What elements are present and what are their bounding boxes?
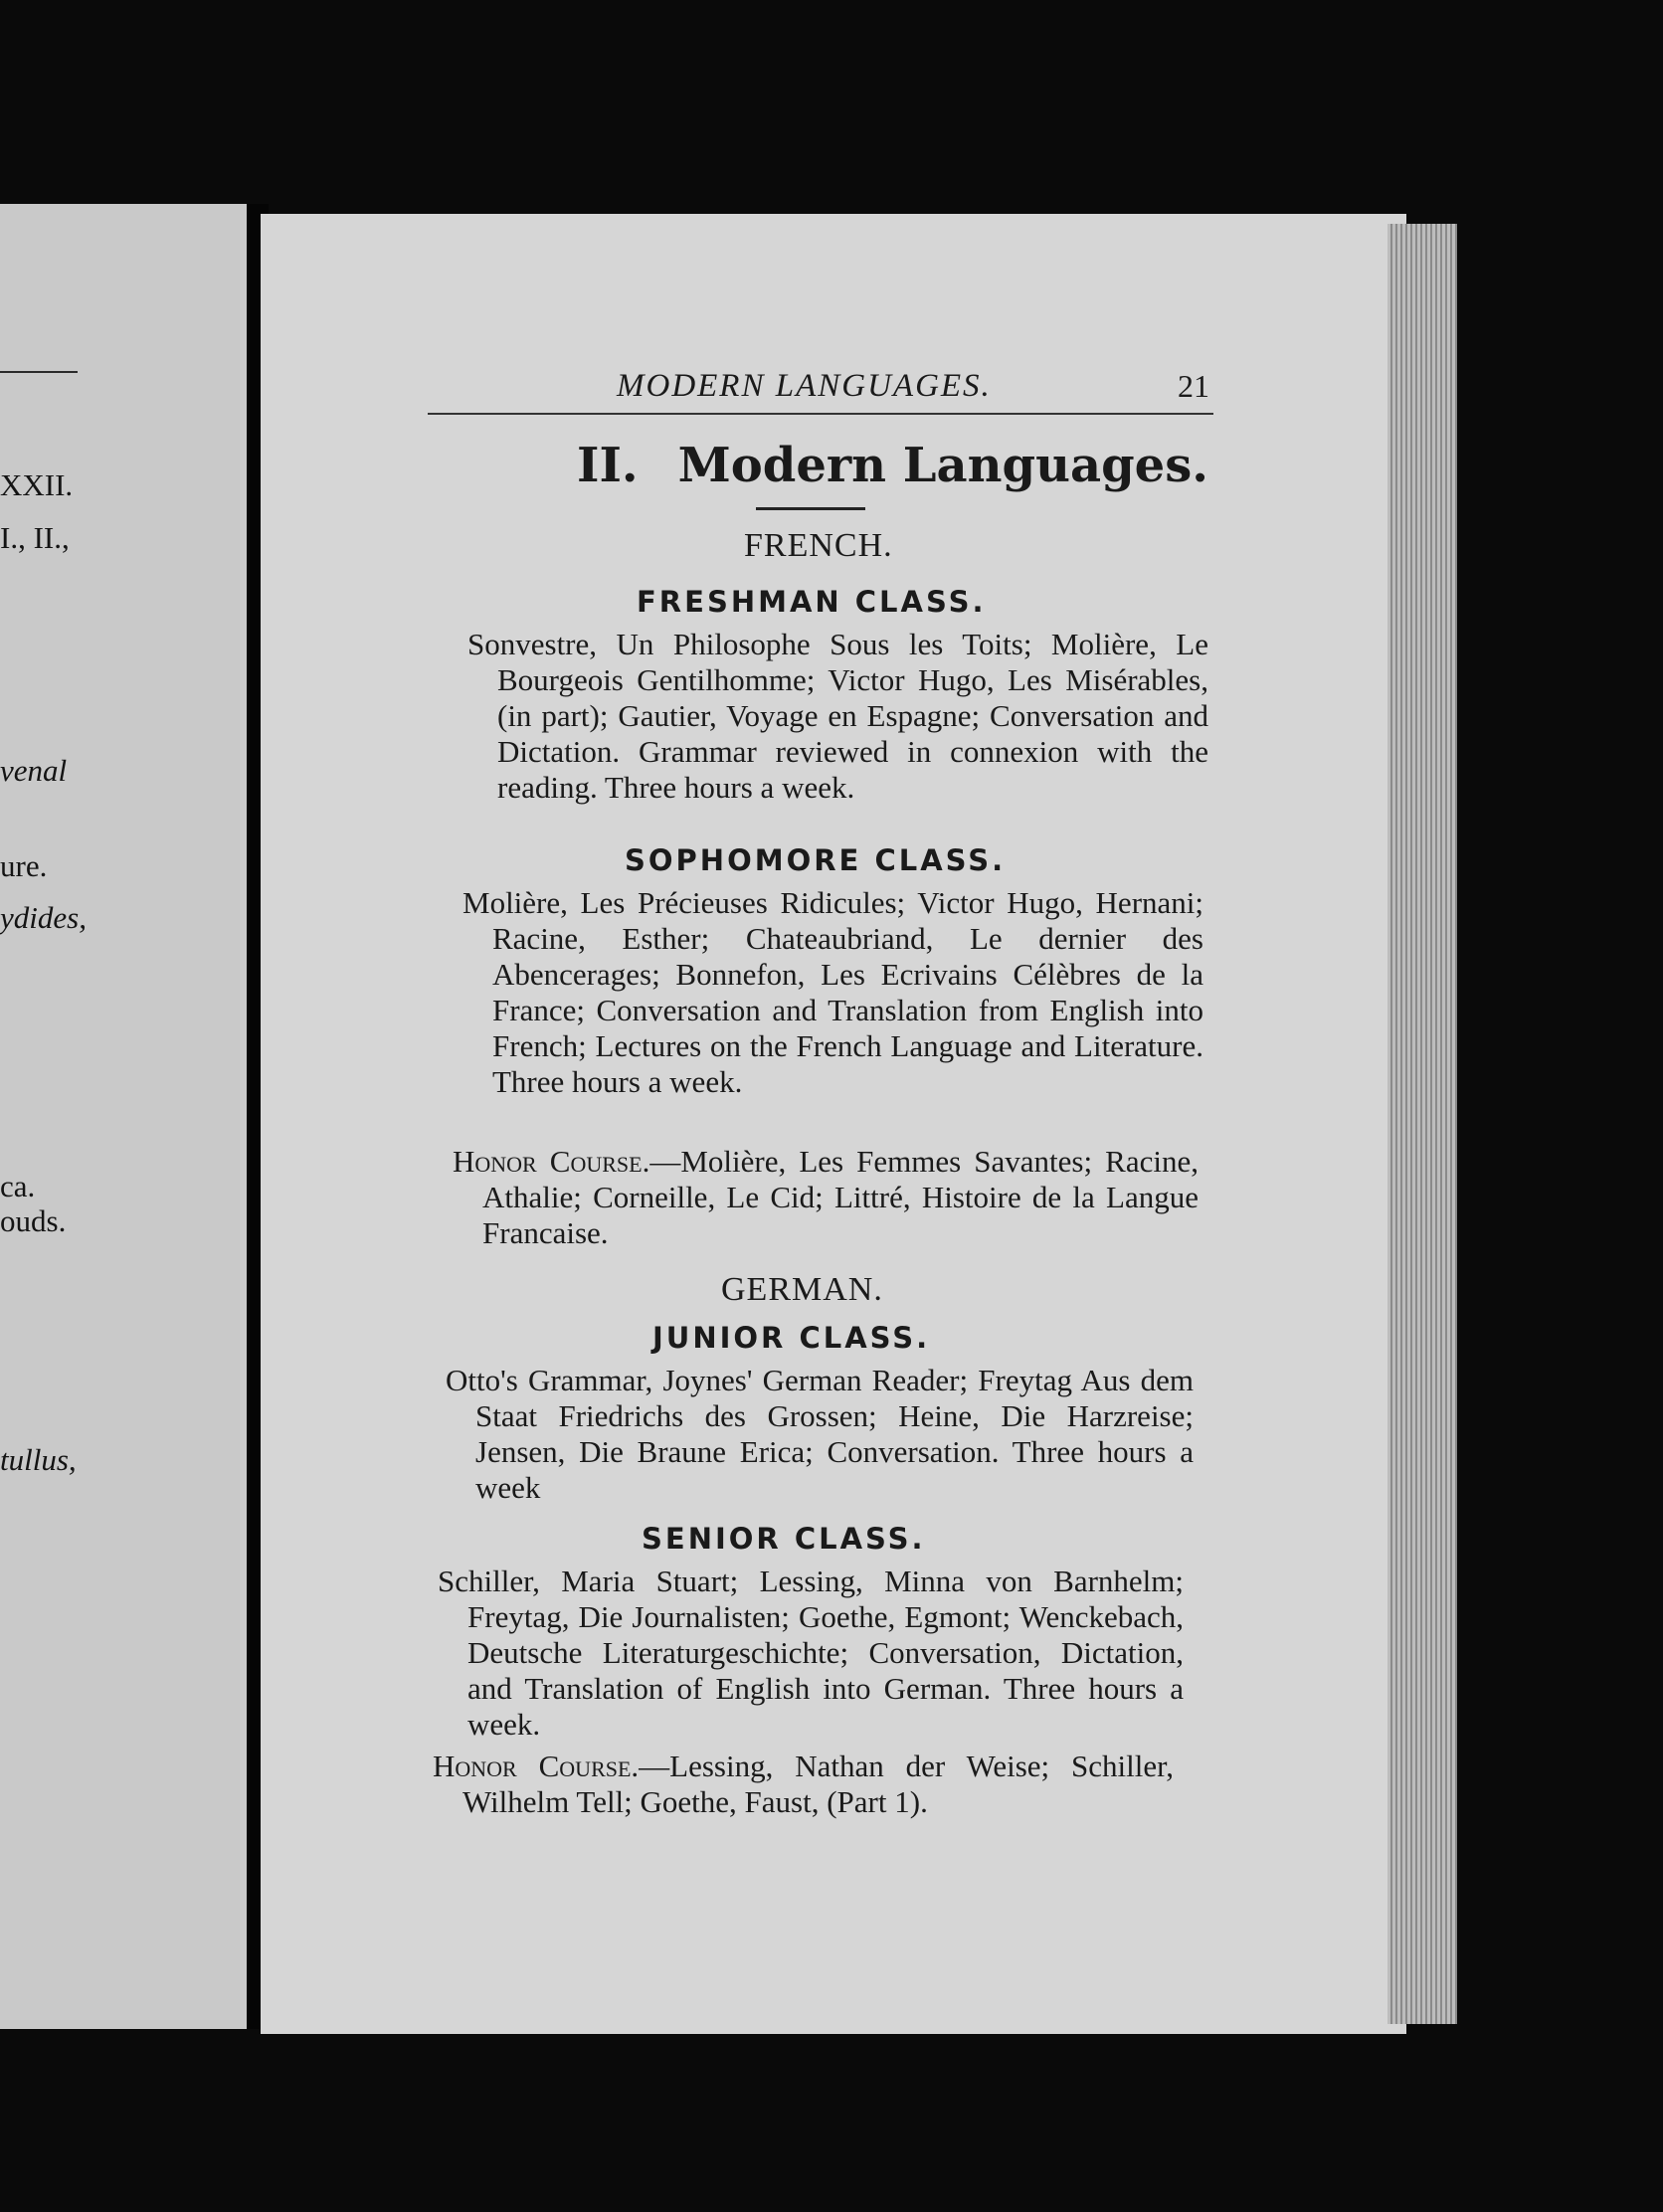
french-honor-text: Molière, Les Femmes Savantes; Racine, Athalie; Corneille, Le Cid; Littré, Histoire de la Langue Francaise. — [482, 1144, 1199, 1250]
junior-class-text: Otto's Grammar, Joynes' German Reader; Freytag Aus dem Staat Friedrichs des Grossen; Heine, Die Harzreise; Jensen, Die Braune Erica; Conversation. Three hours a week — [446, 1363, 1194, 1505]
german-honor-course — [433, 1749, 1174, 1820]
sophomore-class-heading: SOPHOMORE CLASS. — [625, 843, 1007, 877]
running-head — [428, 363, 1213, 415]
freshman-class-text: Sonvestre, Un Philosophe Sous les Toits; Molière, Le Bourgeois Gentilhomme; Victor Hugo, Les Misérables,(in part); Gautier, Voyage en Espagne; Conversation and Dictation. Grammar reviewed in connexion with the reading. Three hours a week. — [467, 627, 1208, 805]
section-title-text: Modern Languages. — [677, 438, 1208, 493]
section-title — [577, 438, 1208, 493]
french-honor-course — [453, 1144, 1199, 1251]
left-fragment: tullus, — [0, 1442, 77, 1477]
left-fragment: venal — [0, 753, 68, 788]
left-fragment: ure. — [0, 848, 48, 883]
honor-course-label: Honor Course.— — [433, 1749, 670, 1783]
left-fragment: ca. — [0, 1169, 36, 1203]
section-numeral: II. — [577, 438, 639, 493]
german-honor-text: Lessing, Nathan der Weise; Schiller, Wilhelm Tell; Goethe, Faust, (Part 1). — [462, 1749, 1174, 1819]
french-heading: FRENCH. — [744, 527, 893, 564]
junior-class-heading: JUNIOR CLASS. — [652, 1321, 931, 1355]
left-page-rule — [0, 371, 78, 373]
left-fragment: I., II., — [0, 520, 70, 555]
left-fragment: ydides, — [0, 900, 87, 935]
senior-class-text: Schiller, Maria Stuart; Lessing, Minna von Barnhelm; Freytag, Die Journalisten; Goethe, Egmont; Wenckebach, Deutsche Literaturgeschichte; Conversation, Dictation, and Translation of English into German. Three hours a week. — [438, 1564, 1184, 1742]
running-title: MODERN LANGUAGES. — [617, 368, 992, 404]
page-edges — [1387, 224, 1457, 2024]
page-number: 21 — [1178, 368, 1209, 404]
title-rule — [756, 507, 865, 510]
sophomore-class-text: Molière, Les Précieuses Ridicules; Victor Hugo, Hernani; Racine, Esther; Chateaubriand, Le dernier des Abencerages; Bonnefon, Les Ecrivains Célèbres de la France; Conversation and Translation from English into French; Lectures on the French Language and Literature. Three hours a week. — [462, 885, 1203, 1099]
freshman-class-heading: FRESHMAN CLASS. — [637, 585, 987, 619]
left-fragment: XXII. — [0, 467, 74, 502]
senior-class-heading: SENIOR CLASS. — [642, 1522, 926, 1556]
left-page-fragment — [0, 204, 247, 2029]
honor-course-label: Honor Course.— — [453, 1144, 681, 1179]
left-fragment: ouds. — [0, 1203, 67, 1238]
german-heading: GERMAN. — [721, 1271, 883, 1308]
